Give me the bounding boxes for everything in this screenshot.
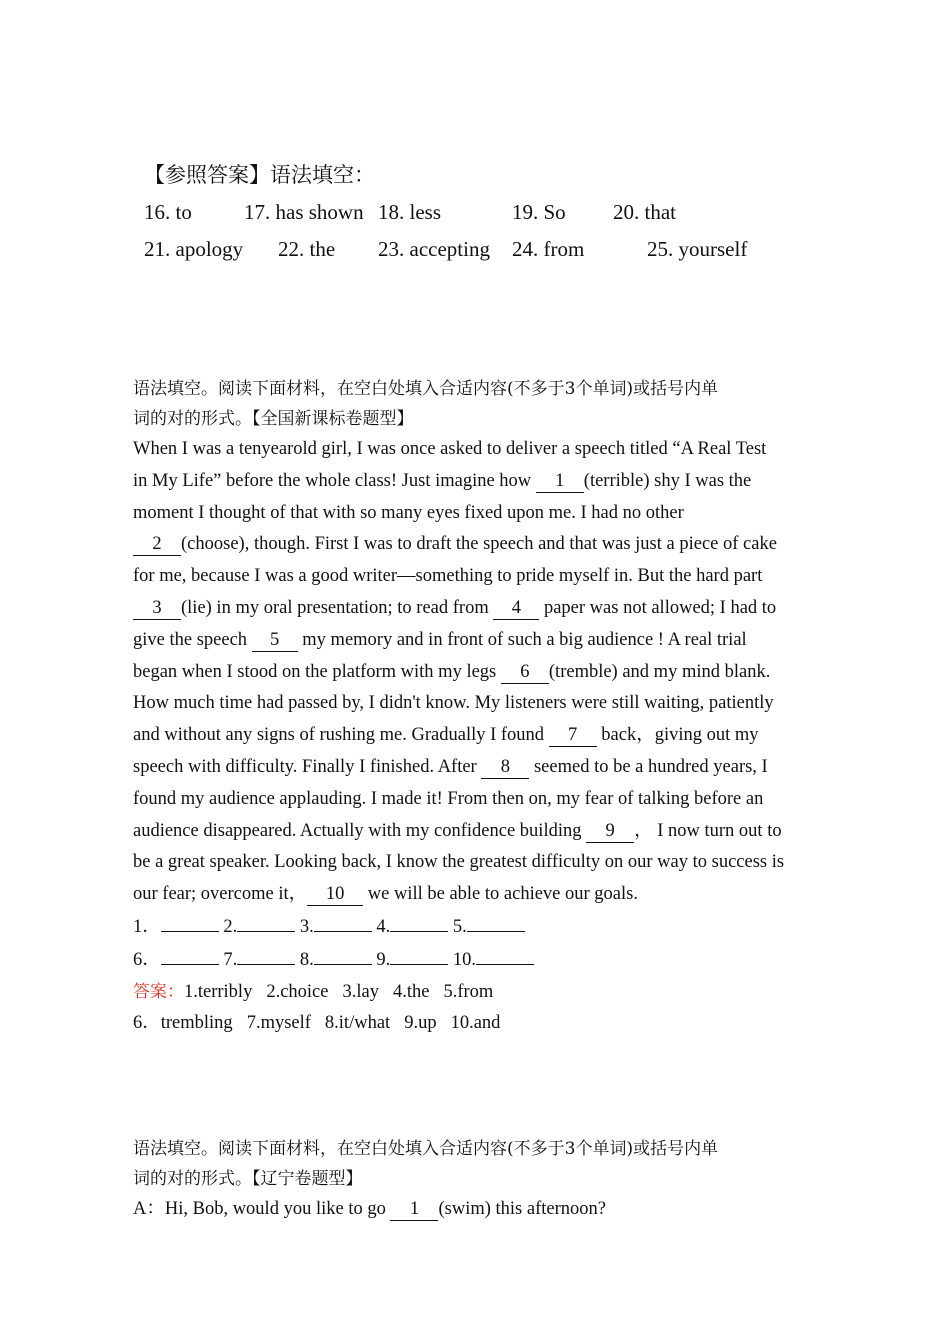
passage-text: my memory and in front of such a big audience ! A real trial <box>297 629 747 650</box>
answers-row-1 <box>133 977 813 1009</box>
passage-text: A：Hi, Bob, would you like to go <box>133 1199 391 1219</box>
passage-text: back，giving out my <box>596 725 759 746</box>
passage-text: (lie) in my oral presentation; to read from <box>181 597 494 618</box>
answer-item: 6．trembling <box>133 1013 233 1034</box>
answer-key-item: 19. So <box>512 200 566 224</box>
section-header-text: 词的对的形式。【辽宁卷题型】 <box>133 1169 363 1189</box>
answer-underline <box>314 911 372 932</box>
answer-underline <box>314 944 372 965</box>
blank-3: 3 <box>133 597 181 620</box>
blank-10: 10 <box>307 883 363 906</box>
answer-underline <box>237 911 295 932</box>
passage-text: and without any signs of rushing me. Gradually I found <box>133 725 549 746</box>
answer-blanks-row-2 <box>133 944 813 977</box>
answer-item: 7.myself <box>246 1013 311 1034</box>
blank-4: 4 <box>493 597 539 620</box>
passage-line <box>133 625 813 657</box>
blank-number: 1． <box>133 916 161 937</box>
answer-underline <box>476 944 534 965</box>
blank-number: 9. <box>376 949 391 970</box>
passage <box>133 434 813 911</box>
blank-number: 10. <box>452 949 477 970</box>
passage-line: be a great speaker. Looking back, I know the greatest difficulty on our way to success is <box>133 852 785 873</box>
blank-number: 7. <box>223 949 238 970</box>
passage-text: (choose), though. First I was to draft the speech and that was just a piece of cake <box>181 534 777 555</box>
answer-key-item: 18. less <box>378 200 441 224</box>
passage-text: in My Life” before the whole class! Just imagine how <box>133 470 536 491</box>
blank-number: 4. <box>376 916 391 937</box>
section-header <box>133 1134 813 1194</box>
blank-number: 5. <box>452 916 467 937</box>
section-header-text: 词的对的形式。【全国新课标卷题型】 <box>133 409 414 429</box>
passage-line: When I was a tenyearold girl, I was once asked to deliver a speech titled “A Real Test <box>133 439 767 459</box>
section-header-text: 。阅读下面材料，在空白处填入合适内容(不多于3个单词)或括号内单 <box>201 1139 719 1159</box>
blank-7: 7 <box>549 724 597 747</box>
answer-key-item: 16. to <box>144 200 192 224</box>
passage-text: speech with difficulty. Finally I finished. After <box>133 756 482 777</box>
answer-key-item: 20. that <box>613 200 676 224</box>
answer-underline <box>161 944 219 965</box>
answer-underline <box>390 911 448 932</box>
answer-key-item: 22. the <box>278 237 336 261</box>
passage-text: seemed to be a hundred years, I <box>529 756 768 777</box>
passage-line: for me, because I was a good writer—something to pride myself in. But the hard part <box>133 566 763 587</box>
passage-line <box>133 816 813 848</box>
section-header-text: 。阅读下面材料，在空白处填入合适内容(不多于3个单词)或括号内单 <box>201 379 719 399</box>
answer-item: 8.it/what <box>324 1013 391 1034</box>
answer-item: 2.choice <box>266 981 329 1002</box>
blank-number: 8. <box>299 949 314 970</box>
exercise-section-1 <box>133 374 813 1040</box>
passage-line: How much time had passed by, I didn't know. My listeners were still waiting, patiently <box>133 693 774 714</box>
passage-line <box>133 466 813 498</box>
blank-9: 9 <box>586 820 634 843</box>
passage-line <box>133 752 813 784</box>
answer-item: 10.and <box>450 1013 501 1034</box>
passage-line <box>133 529 813 561</box>
answer-key-item: 17. has shown <box>244 200 364 224</box>
answer-label: 答案： <box>133 981 184 1002</box>
answer-blanks-row-1 <box>133 911 813 944</box>
blank-6: 6 <box>501 661 549 684</box>
answer-item: 9.up <box>404 1013 437 1034</box>
passage-text: paper was not allowed; I had to <box>539 597 777 618</box>
blank-number: 6． <box>133 949 161 970</box>
answers-row-2 <box>133 1008 813 1040</box>
answer-item: 4.the <box>392 981 430 1002</box>
blank-2: 2 <box>133 533 181 556</box>
passage-line <box>133 879 813 911</box>
section-header-lead: 语法填空 <box>133 379 201 399</box>
passage-text: (swim) this afternoon? <box>438 1199 606 1219</box>
answer-item: 3.lay <box>342 981 379 1002</box>
answer-underline <box>467 911 525 932</box>
section-header-lead: 语法填空 <box>133 1139 201 1159</box>
blank-8: 8 <box>481 756 529 779</box>
passage-text: audience disappeared. Actually with my confidence building <box>133 820 587 841</box>
passage-text: we will be able to achieve our goals. <box>363 884 638 905</box>
answer-item: 1.terribly <box>184 981 253 1002</box>
answer-key-title: 【参照答案】语法填空： <box>144 163 375 187</box>
answer-underline <box>237 944 295 965</box>
blank-number: 2. <box>223 916 238 937</box>
passage-text: (tremble) and my mind blank. <box>548 661 771 682</box>
answer-key-item: 23. accepting <box>378 237 490 261</box>
dialogue-line <box>133 1194 813 1226</box>
answer-key-item: 25. yourself <box>647 237 748 261</box>
passage-text: our fear; overcome it， <box>133 884 308 905</box>
blank-1: 1 <box>390 1198 438 1221</box>
passage-line <box>133 593 813 625</box>
section-header <box>133 374 813 434</box>
answer-key-item: 21. apology <box>144 237 244 261</box>
passage-text: began when I stood on the platform with my legs <box>133 661 501 682</box>
answer-underline <box>390 944 448 965</box>
answer-underline <box>161 911 219 932</box>
passage-line: found my audience applauding. I made it! From then on, my fear of talking before an <box>133 788 764 809</box>
passage-text: give the speech <box>133 629 252 650</box>
passage-line <box>133 657 813 689</box>
passage-line: moment I thought of that with so many eyes fixed upon me. I had no other <box>133 502 684 523</box>
passage-line <box>133 720 813 752</box>
passage-text: (terrible) shy I was the <box>583 470 752 491</box>
exercise-section-2 <box>133 1134 813 1226</box>
blank-1: 1 <box>536 470 584 493</box>
blank-5: 5 <box>252 629 298 652</box>
passage-text: ， I now turn out to <box>634 820 782 841</box>
blank-number: 3. <box>299 916 314 937</box>
answer-item: 5.from <box>443 981 494 1002</box>
answer-key-item: 24. from <box>512 237 585 261</box>
